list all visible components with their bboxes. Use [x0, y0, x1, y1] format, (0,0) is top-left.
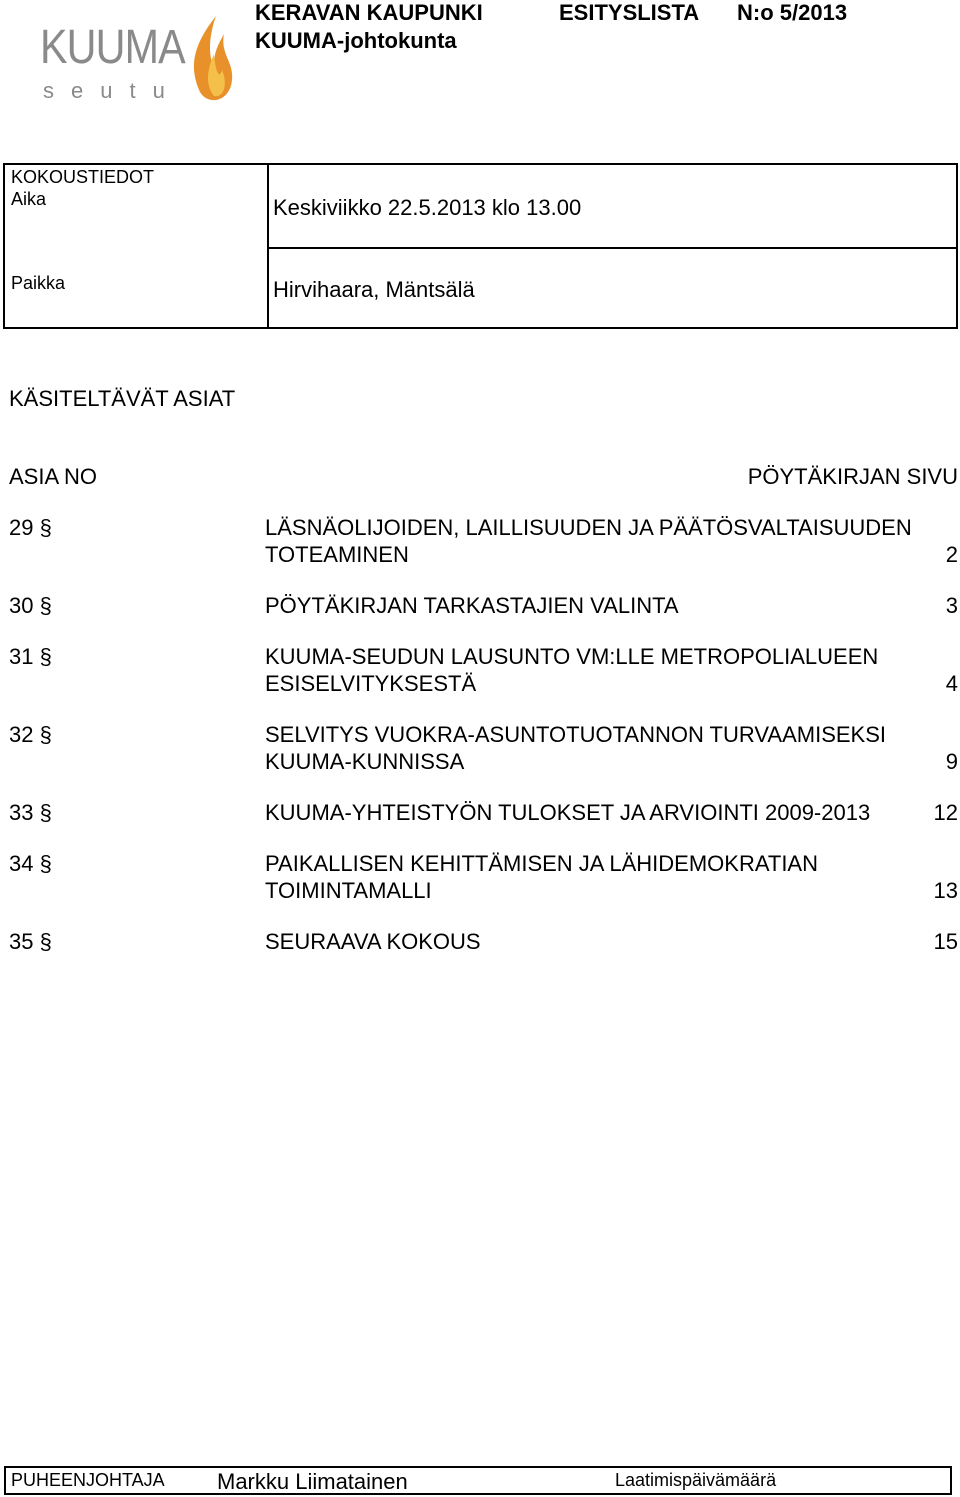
- agenda-item-number: 33 §: [9, 800, 52, 825]
- footer-date-label: Laatimispäivämäärä: [615, 1470, 777, 1490]
- agenda-item-title: PÖYTÄKIRJAN TARKASTAJIEN VALINTA: [265, 593, 679, 618]
- header-body: KUUMA-johtokunta: [255, 28, 457, 53]
- agenda-item-page: 12: [933, 800, 958, 825]
- agenda-col-page: PÖYTÄKIRJAN SIVU: [747, 464, 958, 489]
- agenda-item-number: 29 §: [9, 515, 52, 540]
- agenda-item-page: 4: [945, 671, 958, 696]
- agenda-heading: KÄSITELTÄVÄT ASIAT: [9, 386, 236, 411]
- agenda-item-number: 34 §: [9, 851, 52, 876]
- agenda-item-title: KUUMA-YHTEISTYÖN TULOKSET JA ARVIOINTI 2009-2013: [265, 800, 871, 825]
- agenda-item-number: 32 §: [9, 722, 52, 747]
- header-doc-number: N:o 5/2013: [737, 0, 848, 25]
- divider: [267, 247, 956, 249]
- signature-footer: [4, 1466, 952, 1495]
- meeting-section-label: KOKOUSTIEDOT: [11, 167, 155, 187]
- agenda-item-page: 3: [945, 593, 958, 618]
- agenda-item-number: 30 §: [9, 593, 52, 618]
- agenda-item-page: 9: [945, 749, 958, 774]
- agenda-item-page: 13: [933, 878, 958, 903]
- agenda-item-title: SEURAAVA KOKOUS: [265, 929, 481, 954]
- logo-subtitle: seutu: [43, 78, 182, 103]
- time-label: Aika: [11, 189, 47, 209]
- footer-role: PUHEENJOHTAJA: [11, 1470, 165, 1490]
- footer-name: Markku Liimatainen: [217, 1469, 408, 1494]
- agenda-item-title: PAIKALLISEN KEHITTÄMISEN JA LÄHIDEMOKRATIAN TOIMINTAMALLI: [265, 851, 818, 903]
- logo-wordmark: KUUMA: [40, 21, 185, 74]
- header-org: KERAVAN KAUPUNKI: [255, 0, 483, 25]
- divider: [267, 165, 269, 327]
- time-value: Keskiviikko 22.5.2013 klo 13.00: [273, 195, 582, 220]
- agenda-item-title: LÄSNÄOLIJOIDEN, LAILLISUUDEN JA PÄÄTÖSVALTAISUUDEN TOTEAMINEN: [265, 515, 912, 567]
- agenda-item-number: 31 §: [9, 644, 52, 669]
- agenda-item-title: KUUMA-SEUDUN LAUSUNTO VM:LLE METROPOLIALUEEN ESISELVITYKSESTÄ: [265, 644, 879, 696]
- header-doc-type: ESITYSLISTA: [559, 0, 700, 25]
- flame-icon: [186, 14, 236, 104]
- agenda-col-number: ASIA NO: [9, 464, 98, 489]
- place-label: Paikka: [11, 273, 66, 293]
- agenda-item-number: 35 §: [9, 929, 52, 954]
- agenda-item-page: 15: [933, 929, 958, 954]
- agenda-item-page: 2: [945, 542, 958, 567]
- meeting-info-box: [3, 163, 958, 329]
- place-value: Hirvihaara, Mäntsälä: [273, 277, 475, 302]
- agenda-item-title: SELVITYS VUOKRA-ASUNTOTUOTANNON TURVAAMISEKSI KUUMA-KUNNISSA: [265, 722, 887, 774]
- kuuma-logo: [40, 14, 240, 104]
